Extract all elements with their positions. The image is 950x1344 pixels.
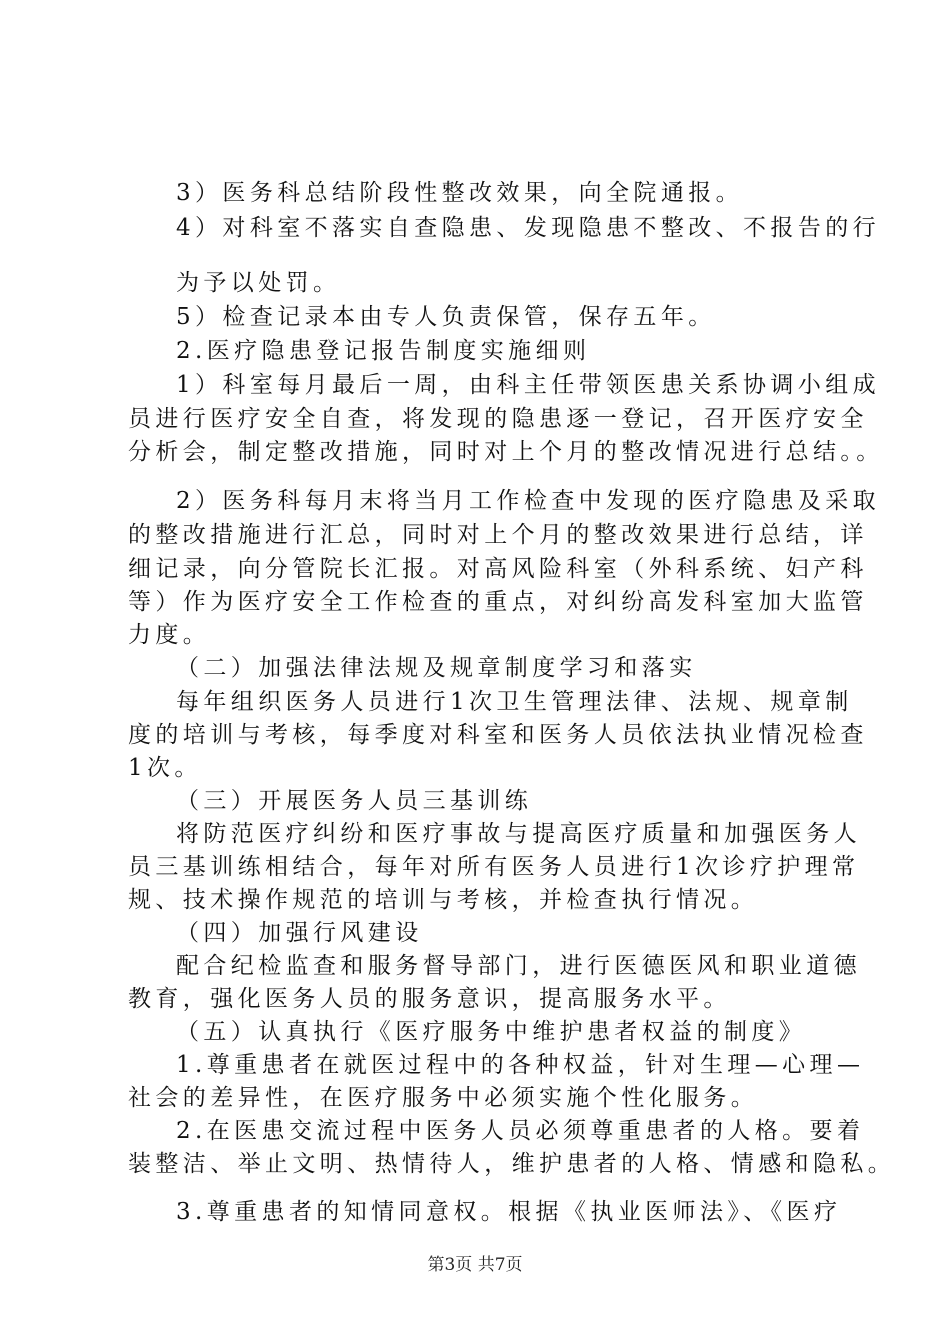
text-line: 配合纪检监查和服务督导部门，进行医德医风和职业道德 [176,953,861,979]
text-line: 细记录，向分管院长汇报。对高风险科室（外科系统、妇产科 [128,556,868,582]
text-line: 员进行医疗安全自查，将发现的隐患逐一登记，召开医疗安全 [128,406,868,432]
text-line: 1）科室每月最后一周，由科主任带领医患关系协调小组成 [176,372,881,398]
text-line: 2.在医患交流过程中医务人员必须尊重患者的人格。要着 [176,1118,865,1144]
text-line: 5）检查记录本由专人负责保管，保存五年。 [176,304,716,330]
text-line: 等）作为医疗安全工作检查的重点，对纠纷高发科室加大监管 [128,589,868,615]
text-line: 规、技术操作规范的培训与考核，并检查执行情况。 [128,887,759,913]
text-line: 4）对科室不落实自查隐患、发现隐患不整改、不报告的行 [176,215,881,241]
text-line: 分析会，制定整改措施，同时对上个月的整改情况进行总结。。 [128,439,884,465]
text-line: 2.医疗隐患登记报告制度实施细则 [176,338,591,364]
text-line: 装整洁、举止文明、热情待人，维护患者的人格、情感和隐私。 [128,1151,896,1177]
page-footer: 第3页 共7页 [427,1255,523,1275]
text-line: 的整改措施进行汇总，同时对上个月的整改效果进行总结，详 [128,522,868,548]
text-line: 1次。 [128,755,202,781]
section-heading: （三）开展医务人员三基训练 [176,788,533,814]
section-heading: （四）加强行风建设 [176,920,423,946]
section-heading: （五）认真执行《医疗服务中维护患者权益的制度》 [176,1019,807,1045]
text-line: 度的培训与考核，每季度对科室和医务人员依法执业情况检查 [128,722,868,748]
section-heading: （二）加强法律法规及规章制度学习和落实 [176,655,697,681]
text-line: 教育，强化医务人员的服务意识，提高服务水平。 [128,986,731,1012]
text-line: 1.尊重患者在就医过程中的各种权益，针对生理—心理— [176,1052,865,1078]
text-line: 力度。 [128,622,211,648]
text-line: 每年组织医务人员进行1次卫生管理法律、法规、规章制 [176,689,853,715]
text-line: 员三基训练相结合，每年对所有医务人员进行1次诊疗护理常 [128,854,860,880]
text-line: 为予以处罚。 [176,270,341,296]
text-line: 3.尊重患者的知情同意权。根据《执业医师法》、《医疗 [176,1199,842,1225]
text-line: 2）医务科每月末将当月工作检查中发现的医疗隐患及采取 [176,488,881,514]
text-line: 将防范医疗纠纷和医疗事故与提高医疗质量和加强医务人 [176,821,861,847]
text-line: 社会的差异性，在医疗服务中必须实施个性化服务。 [128,1085,759,1111]
text-line: 3）医务科总结阶段性整改效果，向全院通报。 [176,180,744,206]
